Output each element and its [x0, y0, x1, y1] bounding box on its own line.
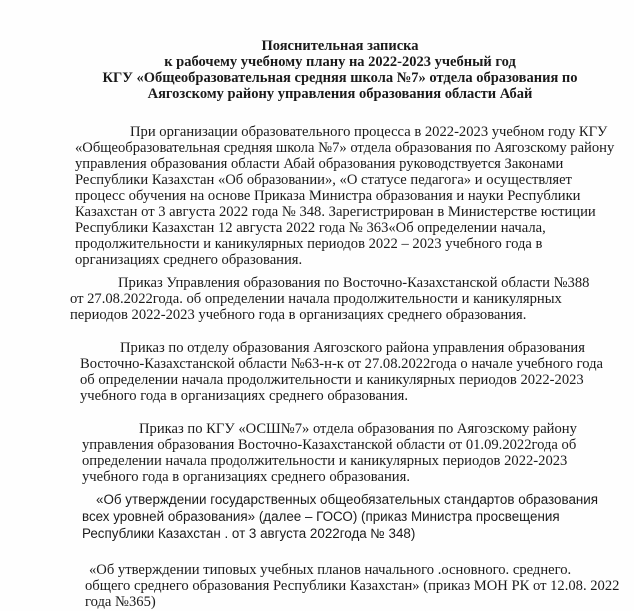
- paragraph-line: «Об утверждении государственных общеобязательных стандартов образования: [96, 492, 599, 507]
- paragraph-line: Республики Казахстан «Об образовании», «О статусе педагога» и осуществляет: [75, 172, 572, 188]
- title-line-2: к рабочему учебному плану на 2022-2023 учебный год: [164, 54, 516, 70]
- paragraph-line: Приказ Управления образования по Восточно-Казахстанской области №388: [118, 275, 590, 291]
- paragraph-line: учебного года в организациях среднего образования.: [82, 469, 410, 485]
- paragraph-line: управления образования Восточно-Казахстанской области от 01.09.2022года об: [82, 437, 577, 453]
- paragraph-line: учебного года в организациях среднего образования.: [80, 388, 408, 404]
- paragraph-regional-order: [70, 275, 589, 323]
- paragraph-line: всех уровней образования» (далее – ГОСО) (приказ Министра просвещения: [82, 509, 560, 524]
- paragraph-line: Республики Казахстан 12 августа 2022 года № 363«Об определении начала,: [75, 220, 546, 236]
- paragraph-line: управления образования области Абай образования руководствуется Законами: [75, 156, 564, 172]
- title-line-4: Аягозскому району управления образования области Абай: [147, 86, 533, 102]
- paragraph-line: года №365): [85, 594, 156, 610]
- paragraph-intro: [75, 124, 614, 268]
- paragraph-line: Республики Казахстан . от 3 августа 2022года № 348): [82, 526, 416, 541]
- document-title: [60, 38, 620, 102]
- title-line-3: КГУ «Общеобразовательная средняя школа №7» отдела образования по: [102, 70, 578, 86]
- paragraph-standards: [82, 491, 598, 542]
- title-line-1: Пояснительная записка: [261, 38, 419, 54]
- paragraph-line: организациях среднего образования.: [75, 252, 303, 268]
- paragraph-school-order: [82, 421, 577, 485]
- paragraph-line: Казахстан от 3 августа 2022 года № 348. Зарегистрирован в Министерстве юстиции: [75, 204, 596, 220]
- paragraph-line: Восточно-Казахстанской области №63-н-к от 27.08.2022года о начале учебного года: [80, 356, 604, 372]
- paragraph-line: «Общеобразовательная средняя школа №7» отдела образования по Аягозскому району: [75, 140, 615, 156]
- paragraph-line: При организации образовательного процесса в 2022-2023 учебном году КГУ: [130, 124, 608, 140]
- paragraph-line: периодов 2022-2023 учебного года в организациях среднего образования.: [70, 307, 527, 323]
- paragraph-line: Приказ по отделу образования Аягозского района управления образования: [120, 340, 585, 356]
- paragraph-curricula: [85, 562, 619, 610]
- paragraph-line: «Об утверждении типовых учебных планов начального .основного. среднего.: [89, 562, 572, 578]
- paragraph-line: об определении начала продолжительности и каникулярных периодов 2022-2023: [80, 372, 584, 388]
- paragraph-line: Приказ по КГУ «ОСШ№7» отдела образования по Аягозскому району: [139, 421, 577, 437]
- paragraph-line: процесс обучения на основе Приказа Министра образования и науки Республики: [75, 188, 581, 204]
- paragraph-district-order: [80, 340, 603, 404]
- paragraph-line: определении начала продолжительности и каникулярных периодов 2022-2023: [82, 453, 568, 469]
- paragraph-line: продолжительности и каникулярных периодов 2022 – 2023 учебного года в: [75, 236, 543, 252]
- paragraph-line: от 27.08.2022года. об определении начала продолжительности и каникулярных: [70, 291, 562, 307]
- paragraph-line: общего среднего образования Республики Казахстан» (приказ МОН РК от 12.08. 2022: [85, 578, 620, 594]
